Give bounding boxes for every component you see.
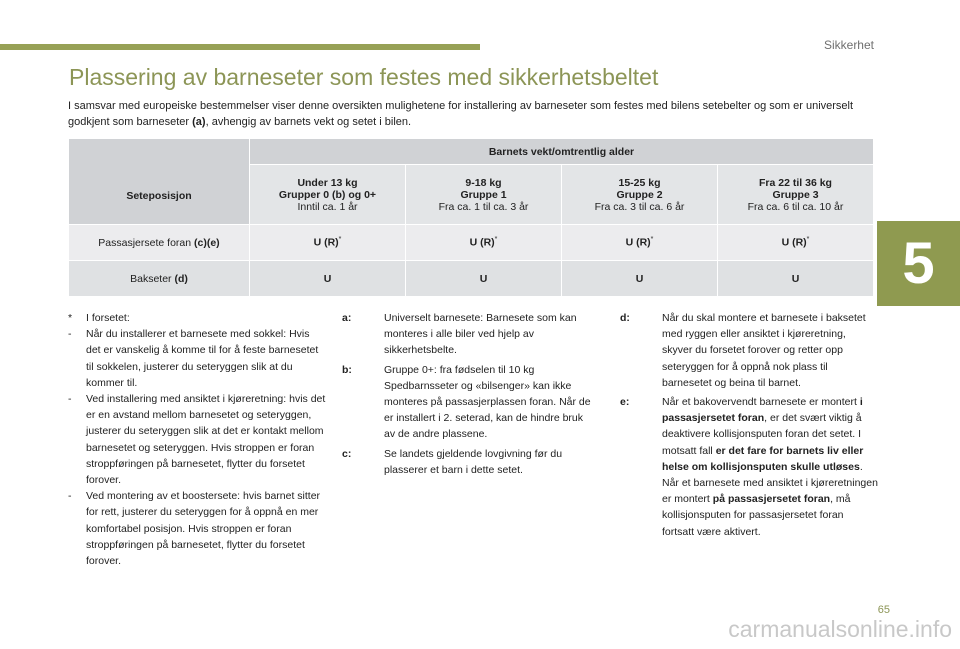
page-number: 65 xyxy=(877,604,890,616)
footnote-star: * xyxy=(68,312,73,324)
row-seat-label: Bakseter (d) xyxy=(69,261,250,297)
intro-ref: (a) xyxy=(192,116,206,128)
note-key: a: xyxy=(342,312,352,324)
intro-paragraph xyxy=(68,98,878,130)
table-cell: U xyxy=(718,261,874,297)
table-cell: U xyxy=(562,261,718,297)
definition-notes xyxy=(342,310,594,481)
header-accent-bar xyxy=(0,44,480,50)
list-dash: - xyxy=(68,328,72,341)
row-seat-label: Passasjersete foran (c)(e) xyxy=(69,225,250,261)
list-item: Ved installering med ansiktet i kjøreretning: hvis det er en avstand mellom barnesetet og seteryggen, justerer du seteryggen slik at det er kontakt mellom barnesetet og seteryggen. Hvis stroppen er foran stroppføringen på barnesetet, flytter du forsetet forover. xyxy=(86,393,326,487)
airbag-warning: Når et bakovervendt barnesete er montert i passasjersetet foran, er det svært viktig å deaktivere kollisjonsputen foran det setet. I motsatt fall er det fare for barnets liv eller helse om kollisjonsputen skulle utløses. Når et barnesete med ansiktet i kjøreretningen er montert på passasjersetet foran, må kollisjonsputen for passasjersetet foran fortsatt være aktivert. xyxy=(662,396,878,538)
seat-position-header: Seteposisjon xyxy=(69,139,250,225)
age-group-3: Fra 22 til 36 kg Gruppe 3 Fra ca. 6 til ca. 10 år xyxy=(718,165,874,225)
note-text: Se landets gjeldende lovgivning før du plasserer et barn i dette setet. xyxy=(384,447,563,476)
list-item: Ved montering av et boostersete: hvis barnet sitter for rett, justerer du seteryggen for å oppnå en mer komfortabel posisjon. Hvis stroppen er foran stroppføringen på barnesetet, flytter du forsetet forover. xyxy=(86,490,321,568)
table-row xyxy=(69,225,874,261)
watermark: carmanualsonline.info xyxy=(728,616,952,642)
list-dash: - xyxy=(68,393,72,406)
table-cell: U xyxy=(250,261,406,297)
note-key: c: xyxy=(342,447,352,460)
age-group-0: Under 13 kg Grupper 0 (b) og 0+ Inntil ca. 1 år xyxy=(250,165,406,225)
age-group-2: 15-25 kg Gruppe 2 Fra ca. 3 til ca. 6 år xyxy=(562,165,718,225)
note-key: b: xyxy=(342,363,352,376)
note-text: Universelt barnesete: Barnesete som kan monteres i alle biler ved hjelp av sikkerhetsbelte. xyxy=(384,312,577,357)
age-group-1: 9-18 kg Gruppe 1 Fra ca. 1 til ca. 3 år xyxy=(406,165,562,225)
chapter-tab[interactable]: 5 xyxy=(877,221,960,306)
table-cell: U (R)* xyxy=(718,225,874,261)
list-item: Når du installerer et barnesete med sokkel: Hvis det er vanskelig å komme til for å feste barnesetet til sokkelen, justerer du seteryggen slik at du kommer til. xyxy=(86,328,319,389)
intro-text-2: , avhengig av barnets vekt og setet i bilen. xyxy=(205,116,412,128)
table-row xyxy=(69,261,874,297)
footnote-intro: I forsetet: xyxy=(86,312,130,324)
seat-notes xyxy=(620,310,878,540)
section-title: Sikkerhet xyxy=(823,38,874,52)
note-key: d: xyxy=(620,312,630,324)
table-cell: U (R)* xyxy=(562,225,718,261)
page-title: Plassering av barneseter som festes med sikkerhetsbeltet xyxy=(69,64,659,90)
list-dash: - xyxy=(68,490,72,503)
age-group-header: Barnets vekt/omtrentlig alder xyxy=(250,139,874,165)
note-text: Gruppe 0+: fra fødselen til 10 kg Spedbarnsseter og «bilsenger» kan ikke monteres på passasjerplassen foran. Når de er installert i 2. seterad, kan de hindre bruk av de andre plassene. xyxy=(384,363,591,441)
note-text: Når du skal montere et barnesete i baksetet med ryggen eller ansiktet i kjøreretning, skyver du forsetet forover og retter opp seteryggen for å oppnå nok plass til barnesetet og beina til barnet. xyxy=(662,312,866,389)
intro-text-1: I samsvar med europeiske bestemmelser viser denne oversikten mulighetene for installering av barneseter som festes med bilens setebelter og som er universelt godkjent som barneseter xyxy=(68,100,854,128)
table-cell: U (R)* xyxy=(406,225,562,261)
front-seat-notes xyxy=(68,310,326,569)
table-cell: U xyxy=(406,261,562,297)
child-seat-table xyxy=(68,138,874,297)
note-key: e: xyxy=(620,396,630,409)
table-cell: U (R)* xyxy=(250,225,406,261)
